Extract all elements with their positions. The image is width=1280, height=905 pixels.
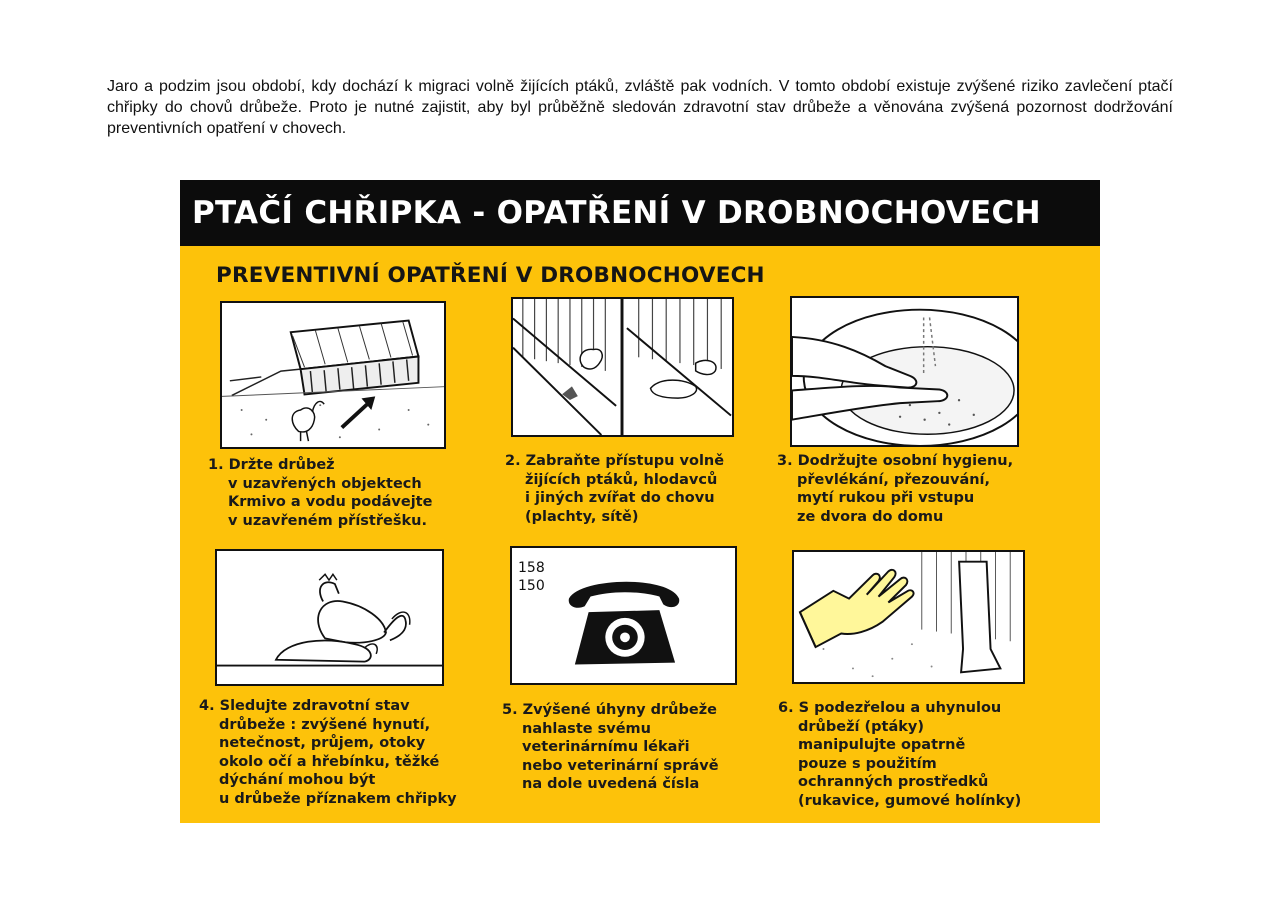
fence-wild-birds-icon bbox=[511, 297, 734, 437]
caption-line: 3. Dodržujte osobní hygienu, bbox=[777, 453, 1014, 469]
caption-line: netečnost, průjem, otoky bbox=[219, 735, 426, 751]
emergency-number-158: 158 bbox=[518, 560, 545, 576]
caption-line: 6. S podezřelou a uhynulou bbox=[778, 700, 1002, 716]
step-4-caption bbox=[199, 697, 457, 808]
caption-line: drůbeže : zvýšené hynutí, bbox=[219, 716, 431, 733]
caption-line: nebo veterinární správě bbox=[522, 757, 719, 774]
hand-washing-icon bbox=[790, 296, 1019, 447]
chicken-coop-icon bbox=[220, 301, 446, 449]
step-1-caption bbox=[208, 456, 432, 530]
step-6-caption bbox=[778, 699, 1021, 810]
poster-subtitle: PREVENTIVNÍ OPATŘENÍ V DROBNOCHOVECH bbox=[216, 263, 765, 288]
caption-line: 4. Sledujte zdravotní stav bbox=[199, 698, 410, 714]
caption-line: ochranných prostředků bbox=[798, 774, 989, 790]
caption-line: pouze s použitím bbox=[798, 755, 937, 772]
step-3-caption bbox=[777, 452, 1013, 526]
caption-line: dýchání mohou být bbox=[219, 772, 376, 788]
caption-line: 2. Zabraňte přístupu volně bbox=[505, 453, 725, 469]
caption-line: nahlaste svému bbox=[522, 720, 651, 737]
step-5-caption bbox=[502, 701, 719, 794]
caption-line: 1. Držte drůbež bbox=[208, 457, 335, 473]
emergency-number-150: 150 bbox=[518, 578, 545, 594]
sick-hens-icon bbox=[215, 549, 444, 686]
caption-line: mytí rukou při vstupu bbox=[797, 490, 975, 506]
caption-line: manipulujte opatrně bbox=[798, 737, 966, 753]
step-2-caption bbox=[505, 452, 724, 526]
caption-line: v uzavřeném přístřešku. bbox=[228, 512, 427, 529]
caption-line: u drůbeže příznakem chřipky bbox=[219, 790, 457, 807]
caption-line: veterinárnímu lékaři bbox=[522, 739, 690, 755]
caption-line: žijících ptáků, hlodavců bbox=[525, 471, 718, 488]
poster-title: PTAČÍ CHŘIPKA - OPATŘENÍ V DROBNOCHOVECH bbox=[180, 180, 1100, 246]
caption-line: převlékání, přezouvání, bbox=[797, 471, 991, 488]
caption-line: i jiných zvířat do chovu bbox=[525, 490, 715, 506]
telephone-icon bbox=[510, 546, 737, 685]
caption-line: v uzavřených objektech bbox=[228, 475, 422, 492]
caption-line: Krmivo a vodu podávejte bbox=[228, 494, 433, 510]
caption-line: ze dvora do domu bbox=[797, 508, 944, 525]
caption-line: (plachty, sítě) bbox=[525, 508, 639, 525]
caption-line: drůbeží (ptáky) bbox=[798, 718, 924, 735]
protective-glove-icon bbox=[792, 550, 1025, 684]
caption-line: 5. Zvýšené úhyny drůbeže bbox=[502, 702, 717, 718]
caption-line: (rukavice, gumové holínky) bbox=[798, 792, 1022, 809]
caption-line: na dole uvedená čísla bbox=[522, 776, 700, 792]
caption-line: okolo očí a hřebínku, těžké bbox=[219, 753, 440, 770]
bird-flu-poster bbox=[180, 180, 1100, 823]
intro-paragraph: Jaro a podzim jsou období, kdy dochází k migraci volně žijících ptáků, zvláště pak vodních. V tomto období existuje zvýšené riziko zavlečení ptačí chřipky do chovů drůbeže. Proto je nutné zajistit, aby byl průběžně sledován zdravotní stav drůbeže a věnována zvýšená pozornost dodržování preventivních opatření v chovech. bbox=[107, 78, 1173, 137]
